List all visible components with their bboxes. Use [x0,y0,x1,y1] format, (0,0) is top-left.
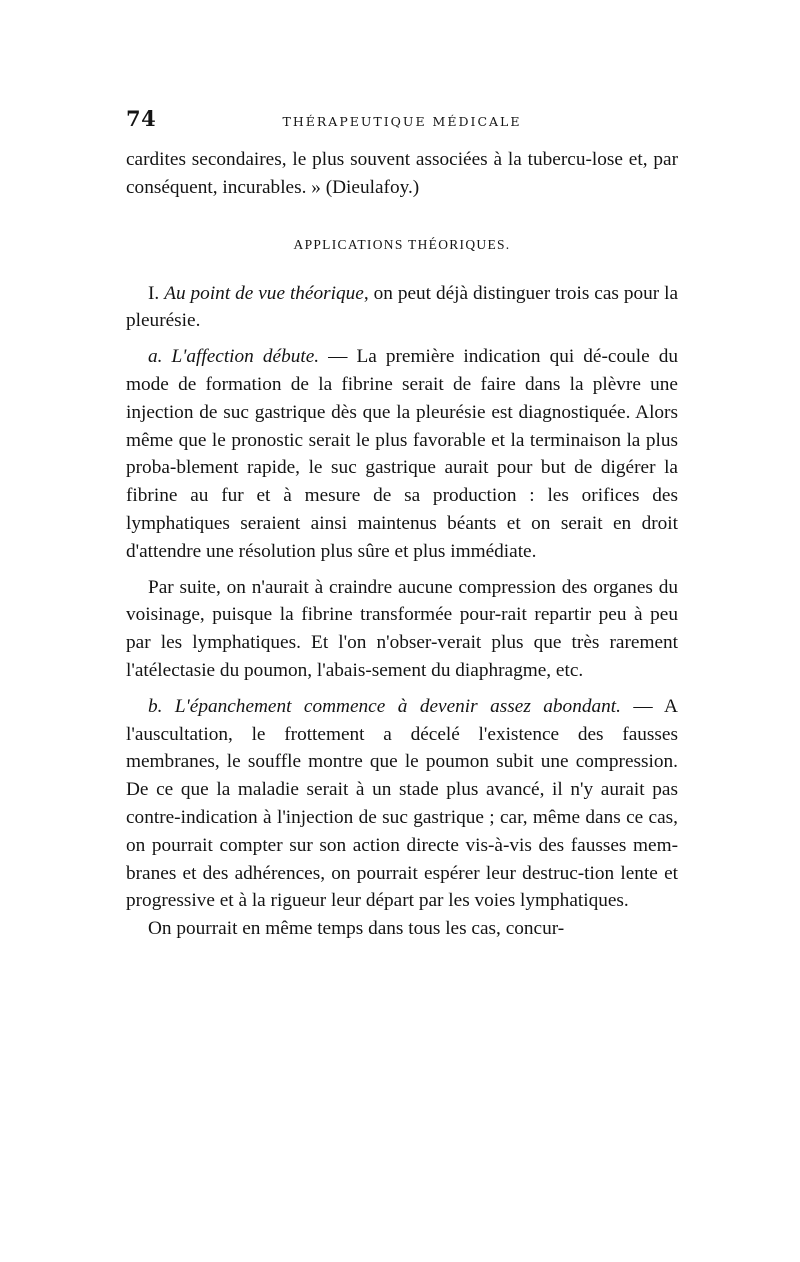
paragraph-last: On pourrait en même temps dans tous les cas, concur- [148,918,565,940]
paragraph-I-text: , on peut déjà distinguer trois cas pour la pleurésie. [126,282,679,332]
page-number: 74 [126,106,157,131]
paragraph-a-text: — La première indication qui dé-coule du mode de formation de la fibrine serait de faire dans la plèvre une injection de suc gastrique dès que la pleurésie est diagnostiquée. Alors même que le pronostic serait le plus favorable et la terminaison la plus proba-blement rapide, le suc gastrique aurait pour but de digérer la fibrine au fur et à mesure de sa production : les orifices des lymphatiques seraient ainsi maintenus béants et on serait en droit d'attendre une résolution plus sûre et plus immédiate. [126,346,678,562]
paragraph-b-text: — A l'auscultation, le frottement a décelé l'existence des fausses membranes, le souffle montre que le poumon subit une compression. De ce que la maladie serait à un stade plus avancé, il n'y aurait pas contre-indication à l'injection de suc gastrique ; car, même dans ce cas, on pourrait compter sur son action directe vis-à-vis des fausses mem-branes et des adhérences, on pourrait espérer leur destruc-tion lente et progressive et à la rigueur leur départ par les voies lymphatiques. [126,695,678,912]
paragraph-suite: Par suite, on n'aurait à craindre aucune compression des organes du voisinage, puisque la fibrine transformée pour-rait repartir peu à peu par les lymphatiques. Et l'on n'obser-verait plus que très rarement l'atélectasie du poumon, l'abais-sement du diaphragme, etc. [126,576,678,681]
paragraph-b-heading: b. L'épanchement commence à devenir assez abondant. [148,695,621,717]
section-heading: APPLICATIONS THÉORIQUES. [293,236,511,252]
paragraph-a-heading: a. L'affection débute. [148,346,320,368]
paragraph-I-italic: Au point de vue théorique [164,282,364,304]
running-title: THÉRAPEUTIQUE MÉDICALE [282,114,522,129]
page-header [126,100,678,140]
paragraph-a [126,343,678,565]
paragraph-b [126,693,678,915]
continuation-paragraph: cardites secondaires, le plus souvent associées à la tubercu-lose et, par conséquent, incurables. » (Dieulafoy.) [126,149,678,198]
paragraph-I-lead: I. [148,282,165,304]
paragraph-I [126,280,678,336]
page-body [126,146,678,943]
